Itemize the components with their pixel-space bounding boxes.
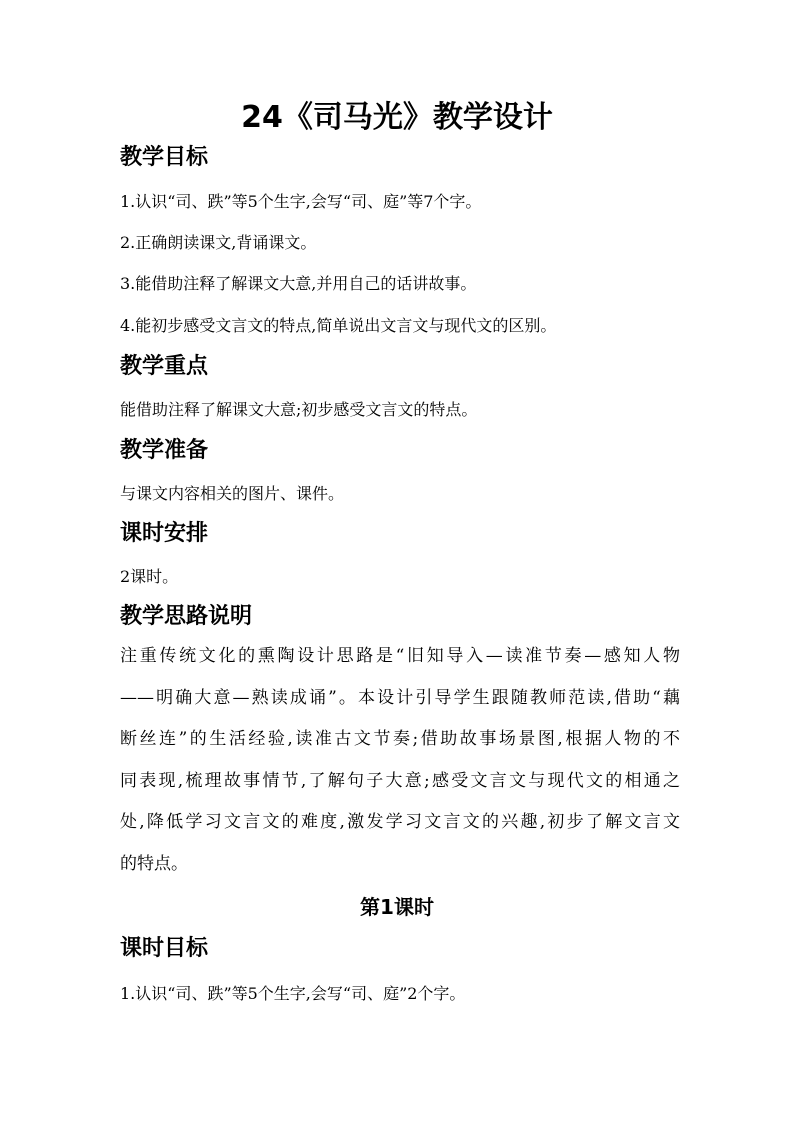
document-title: 24《司马光》教学设计 bbox=[241, 100, 553, 135]
goal-item-2: 2.正确朗读课文,背诵课文。 bbox=[120, 233, 317, 252]
approach-line-1: 注重传统文化的熏陶设计思路是“旧知导入—读准节奏—感知人物 bbox=[120, 646, 680, 666]
schedule-text: 2课时。 bbox=[120, 567, 179, 586]
approach-line-3: 断丝连”的生活经验,读准古文节奏;借助故事场景图,根据人物的不 bbox=[120, 729, 680, 749]
heading-lesson-goals: 课时目标 bbox=[120, 936, 209, 961]
heading-preparation: 教学准备 bbox=[120, 438, 209, 463]
heading-teaching-goals: 教学目标 bbox=[120, 145, 209, 170]
approach-paragraph bbox=[120, 636, 680, 885]
approach-line-6: 的特点。 bbox=[120, 853, 188, 874]
goal-item-1: 1.认识“司、跌”等5个生字,会写“司、庭”等7个字。 bbox=[120, 192, 482, 211]
approach-line-5: 处,降低学习文言文的难度,激发学习文言文的兴趣,初步了解文言文 bbox=[120, 812, 680, 832]
lesson-goal-item-1: 1.认识“司、跌”等5个生字,会写“司、庭”2个字。 bbox=[120, 984, 466, 1003]
preparation-text: 与课文内容相关的图片、课件。 bbox=[120, 484, 345, 503]
heading-key-points: 教学重点 bbox=[120, 354, 209, 379]
heading-approach: 教学思路说明 bbox=[120, 604, 253, 629]
approach-line-4: 同表现,梳理故事情节,了解句子大意;感受文言文与现代文的相通之 bbox=[120, 770, 680, 791]
lesson-1-title: 第1课时 bbox=[360, 895, 434, 919]
heading-schedule: 课时安排 bbox=[120, 521, 209, 546]
key-points-text: 能借助注释了解课文大意;初步感受文言文的特点。 bbox=[120, 400, 478, 419]
approach-line-2: ——明确大意—熟读成诵”。本设计引导学生跟随教师范读,借助“藕 bbox=[120, 687, 680, 708]
goal-item-4: 4.能初步感受文言文的特点,简单说出文言文与现代文的区别。 bbox=[120, 316, 557, 335]
goal-item-3: 3.能借助注释了解课文大意,并用自己的话讲故事。 bbox=[120, 274, 477, 293]
